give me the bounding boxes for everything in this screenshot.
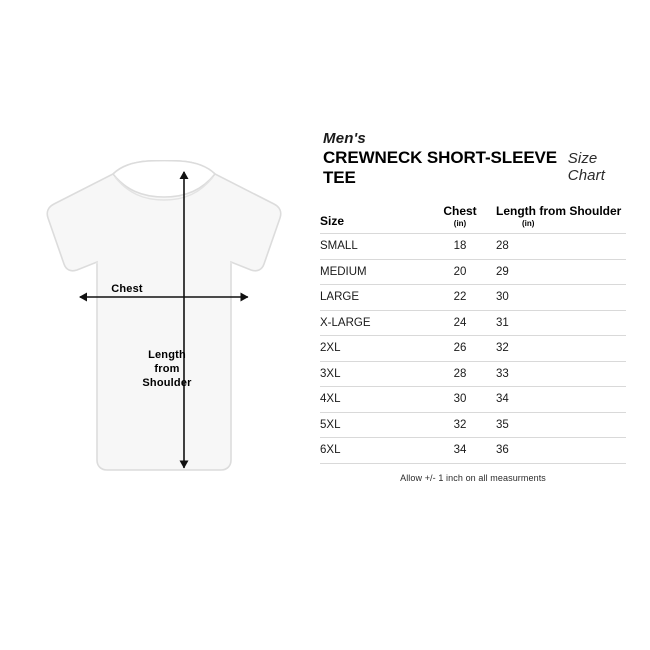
table-row xyxy=(320,285,626,311)
column-header-chest-text: Chest xyxy=(443,204,477,218)
table-row xyxy=(320,336,626,362)
row-length: 29 xyxy=(496,259,626,285)
chart-title-suffix: Size Chart xyxy=(567,150,605,184)
table-row xyxy=(320,310,626,336)
length-label-line-3: Shoulder xyxy=(142,377,192,389)
table-row xyxy=(320,234,626,260)
column-header-length-unit: (in) xyxy=(522,219,535,228)
row-chest: 18 xyxy=(424,234,496,260)
table-row xyxy=(320,412,626,438)
length-label-line-2: from xyxy=(154,363,180,375)
chart-product-title: CREWNECK SHORT-SLEEVE TEE xyxy=(323,148,558,187)
length-label-line-1: Length xyxy=(148,349,186,361)
size-chart-panel xyxy=(320,130,630,483)
length-dimension-label xyxy=(128,348,206,390)
row-chest: 30 xyxy=(424,387,496,413)
column-header-length-text: Length from Shoulder xyxy=(496,204,622,218)
row-length: 28 xyxy=(496,234,626,260)
row-length: 32 xyxy=(496,336,626,362)
column-header-chest xyxy=(424,202,496,234)
column-header-chest-unit: (in) xyxy=(453,219,467,228)
row-chest: 22 xyxy=(424,285,496,311)
row-size: 6XL xyxy=(320,438,424,464)
row-length: 34 xyxy=(496,387,626,413)
measurement-note: Allow +/- 1 inch on all measurments xyxy=(400,472,546,483)
row-length: 35 xyxy=(496,412,626,438)
column-header-size: Size xyxy=(320,202,424,234)
table-row xyxy=(320,361,626,387)
size-table xyxy=(320,202,626,464)
row-size: 2XL xyxy=(320,336,424,362)
row-length: 31 xyxy=(496,310,626,336)
row-size: 5XL xyxy=(320,412,424,438)
row-size: MEDIUM xyxy=(320,259,424,285)
table-header-row xyxy=(320,202,626,234)
row-size: X-LARGE xyxy=(320,310,424,336)
table-row xyxy=(320,259,626,285)
chest-dimension-label: Chest xyxy=(111,283,143,295)
row-length: 33 xyxy=(496,361,626,387)
table-row xyxy=(320,438,626,464)
row-size: 3XL xyxy=(320,361,424,387)
chart-title-block xyxy=(320,130,630,188)
tshirt-illustration-panel xyxy=(0,0,310,650)
row-chest: 26 xyxy=(424,336,496,362)
table-row xyxy=(320,387,626,413)
row-size: LARGE xyxy=(320,285,424,311)
tshirt-icon xyxy=(18,160,298,490)
row-chest: 32 xyxy=(424,412,496,438)
row-chest: 20 xyxy=(424,259,496,285)
chart-gender-title: Men's xyxy=(323,130,366,147)
row-chest: 28 xyxy=(424,361,496,387)
row-length: 36 xyxy=(496,438,626,464)
row-chest: 24 xyxy=(424,310,496,336)
row-size: 4XL xyxy=(320,387,424,413)
row-chest: 34 xyxy=(424,438,496,464)
row-size: SMALL xyxy=(320,234,424,260)
column-header-length xyxy=(496,202,626,234)
row-length: 30 xyxy=(496,285,626,311)
